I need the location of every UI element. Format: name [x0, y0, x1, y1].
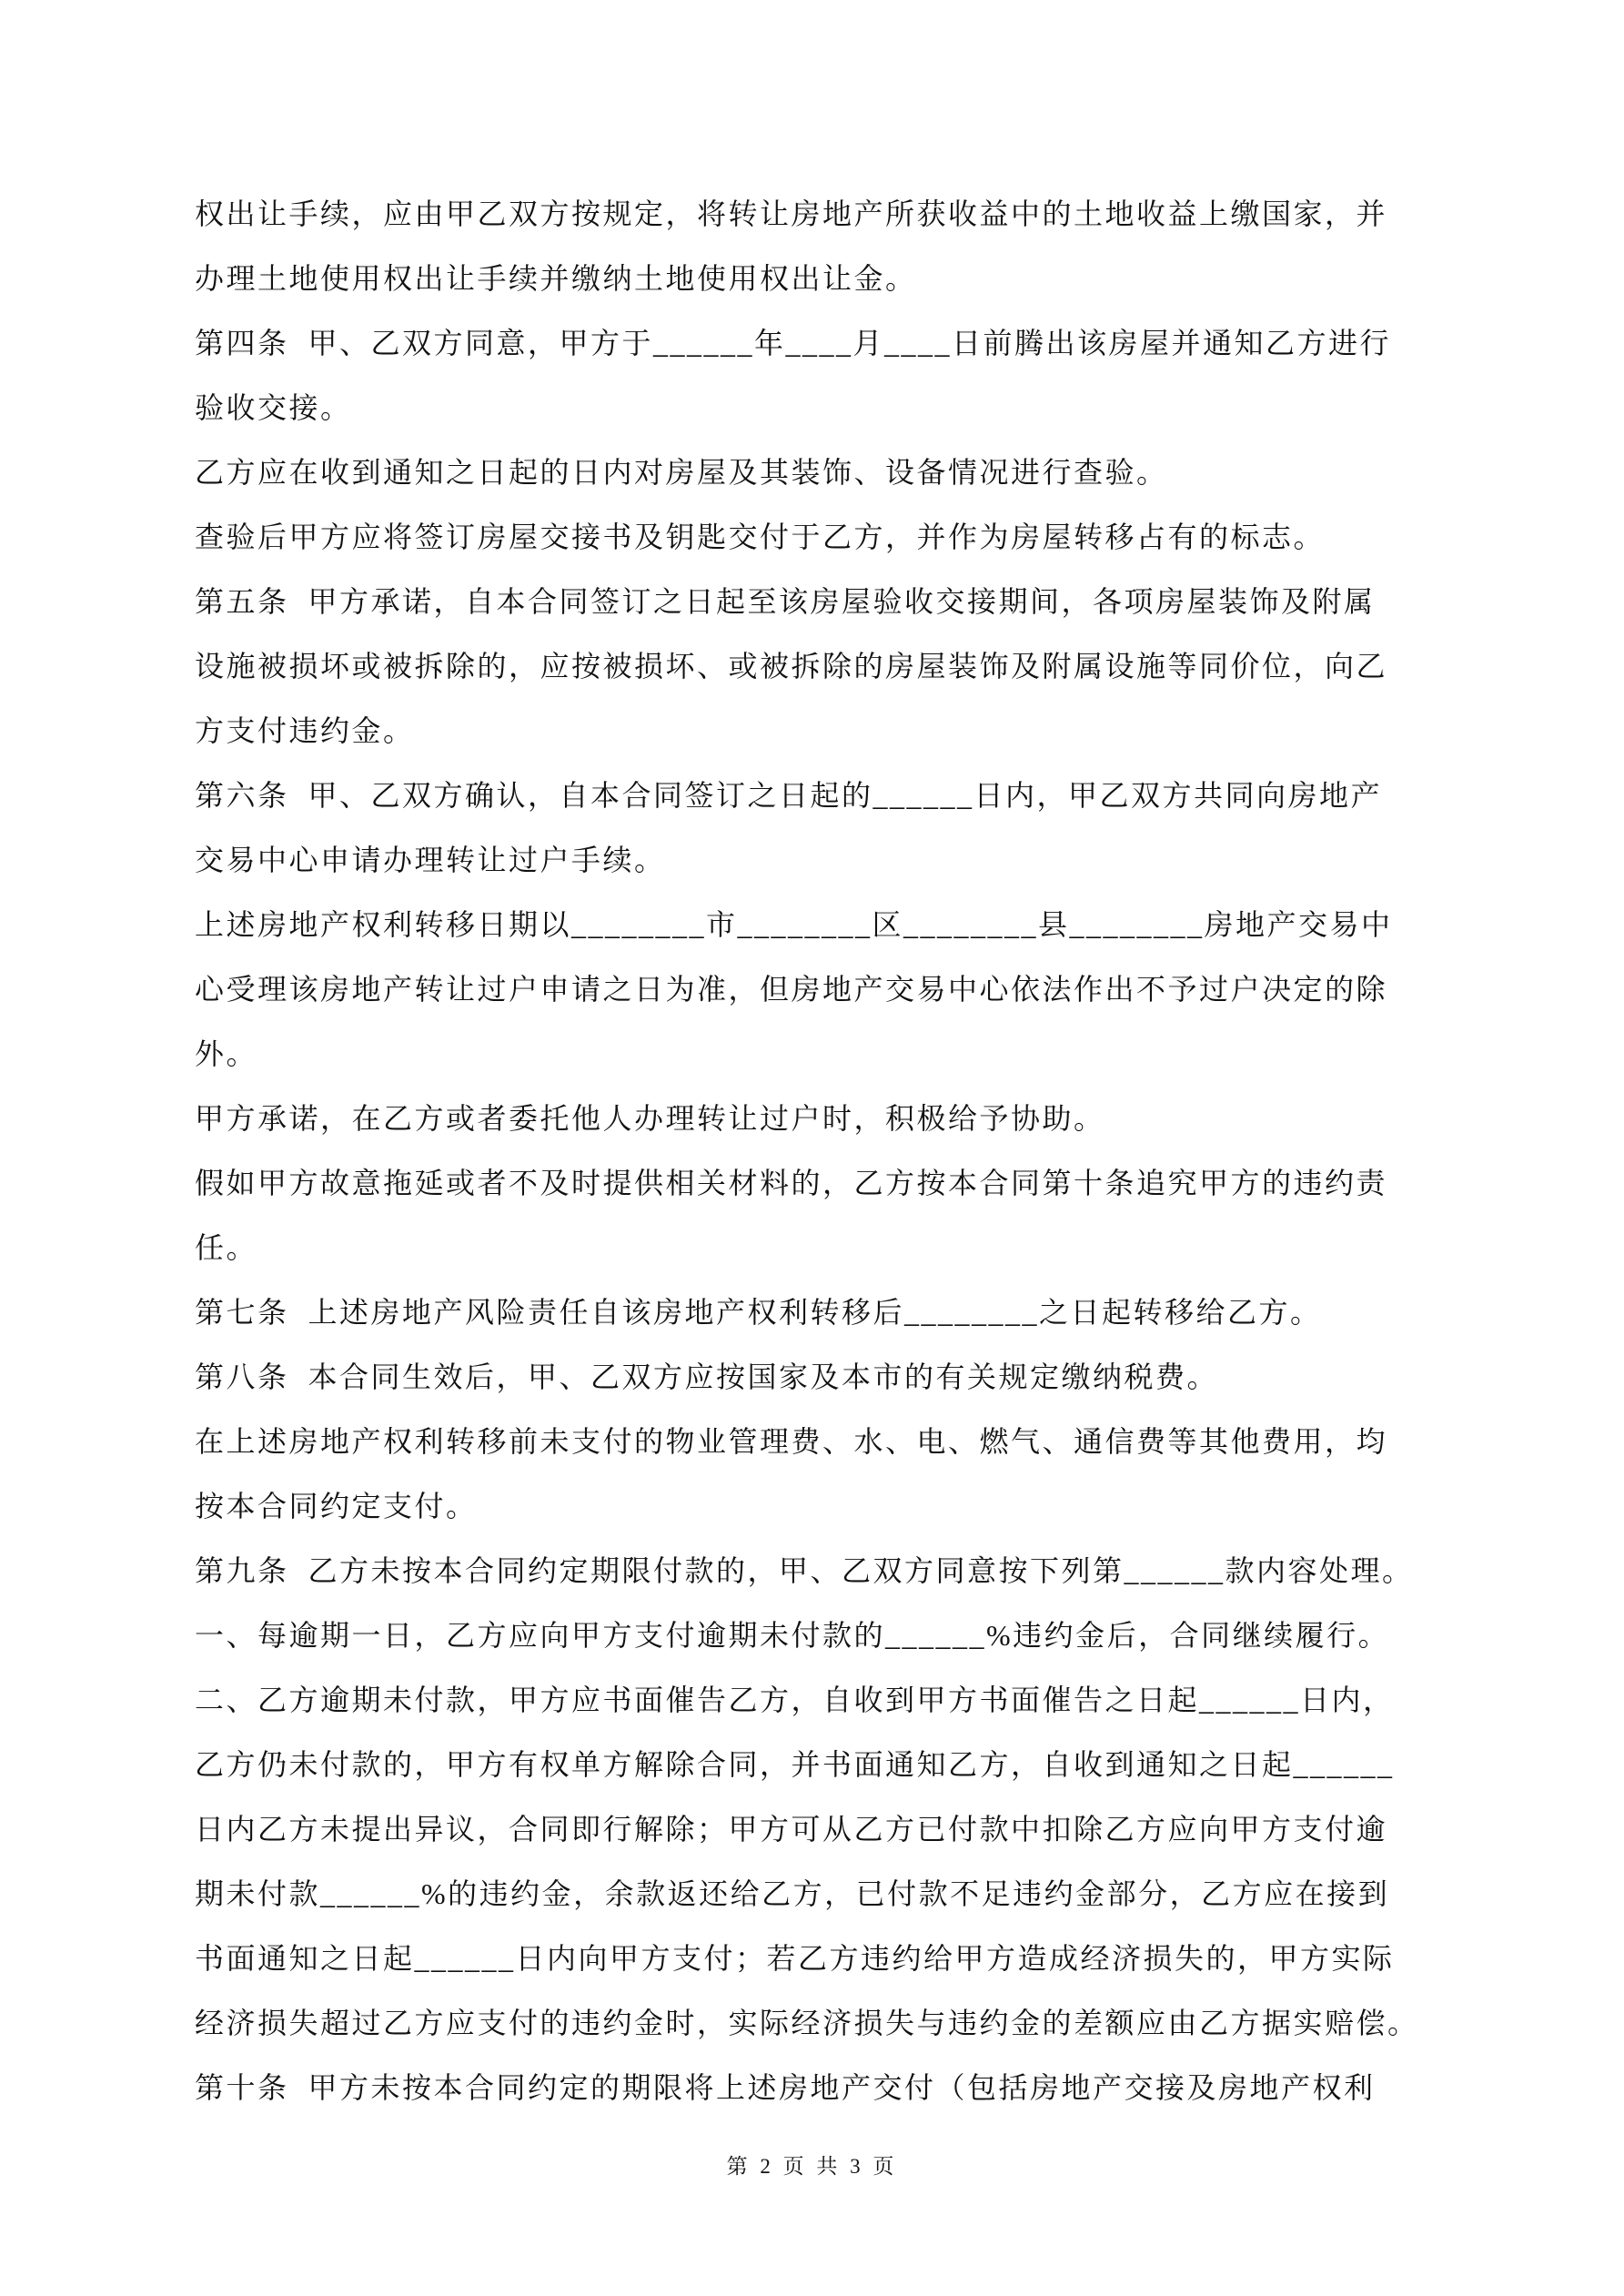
document-line: 甲方承诺，在乙方或者委托他人办理转让过户时，积极给予协助。	[195, 1102, 1105, 1135]
document-line: 办理土地使用权出让手续并缴纳土地使用权出让金。	[195, 262, 917, 295]
document-line: 按本合同约定支付。	[195, 1490, 478, 1522]
document-line: 心受理该房地产转让过户申请之日为准，但房地产交易中心依法作出不予过户决定的除	[195, 973, 1388, 1006]
document-line: 任。	[195, 1231, 258, 1264]
document-line: 第九条 乙方未按本合同约定期限付款的，甲、乙双方同意按下列第______款内容处理。	[195, 1554, 1414, 1587]
document-line: 假如甲方故意拖延或者不及时提供相关材料的，乙方按本合同第十条追究甲方的违约责	[195, 1167, 1388, 1199]
document-line: 日内乙方未提出异议，合同即行解除；甲方可从乙方已付款中扣除乙方应向甲方支付逾	[195, 1813, 1388, 1846]
document-line: 第十条 甲方未按本合同约定的期限将上述房地产交付（包括房地产交接及房地产权利	[195, 2071, 1376, 2104]
document-line: 一、每逾期一日，乙方应向甲方支付逾期未付款的______%违约金后，合同继续履行。	[195, 1619, 1390, 1652]
document-line: 设施被损坏或被拆除的，应按被损坏、或被拆除的房屋装饰及附属设施等同价位，向乙	[195, 650, 1388, 683]
document-line: 外。	[195, 1037, 258, 1070]
document-line: 乙方应在收到通知之日起的日内对房屋及其装饰、设备情况进行查验。	[195, 456, 1168, 489]
document-line: 验收交接。	[195, 391, 352, 424]
document-line: 第四条 甲、乙双方同意，甲方于______年____月____日前腾出该房屋并通知乙方进行	[195, 327, 1392, 359]
document-line: 经济损失超过乙方应支付的违约金时，实际经济损失与违约金的差额应由乙方据实赔偿。	[195, 2007, 1419, 2039]
document-line: 乙方仍未付款的，甲方有权单方解除合同，并书面通知乙方，自收到通知之日起______	[195, 1748, 1395, 1781]
document-line: 书面通知之日起______日内向甲方支付；若乙方违约给甲方造成经济损失的，甲方实际	[195, 1942, 1395, 1975]
document-line: 期未付款______%的违约金，余款返还给乙方，已付款不足违约金部分，乙方应在接到	[195, 1877, 1390, 1910]
document-line: 第七条 上述房地产风险责任自该房地产权利转移后________之日起转移给乙方。	[195, 1296, 1322, 1329]
document-line: 第五条 甲方承诺，自本合同签订之日起至该房屋验收交接期间，各项房屋装饰及附属	[195, 585, 1376, 618]
document-line: 查验后甲方应将签订房屋交接书及钥匙交付于乙方，并作为房屋转移占有的标志。	[195, 521, 1326, 553]
page-footer: 第 2 页 共 3 页	[726, 2155, 898, 2178]
document-body	[195, 182, 1433, 2120]
document-line: 权出让手续，应由甲乙双方按规定，将转让房地产所获收益中的土地收益上缴国家，并	[195, 197, 1388, 230]
document-line: 方支付违约金。	[195, 714, 415, 747]
document-line: 上述房地产权利转移日期以________市________区________县________房地产交易中	[195, 908, 1393, 941]
document-line: 二、乙方逾期未付款，甲方应书面催告乙方，自收到甲方书面催告之日起______日内，	[195, 1684, 1395, 1716]
document-line: 交易中心申请办理转让过户手续。	[195, 844, 666, 876]
document-line: 第六条 甲、乙双方确认，自本合同签订之日起的______日内，甲乙双方共同向房地产	[195, 779, 1383, 812]
document-line: 第八条 本合同生效后，甲、乙双方应按国家及本市的有关规定缴纳税费。	[195, 1360, 1219, 1393]
document-line: 在上述房地产权利转移前未支付的物业管理费、水、电、燃气、通信费等其他费用，均	[195, 1425, 1388, 1458]
